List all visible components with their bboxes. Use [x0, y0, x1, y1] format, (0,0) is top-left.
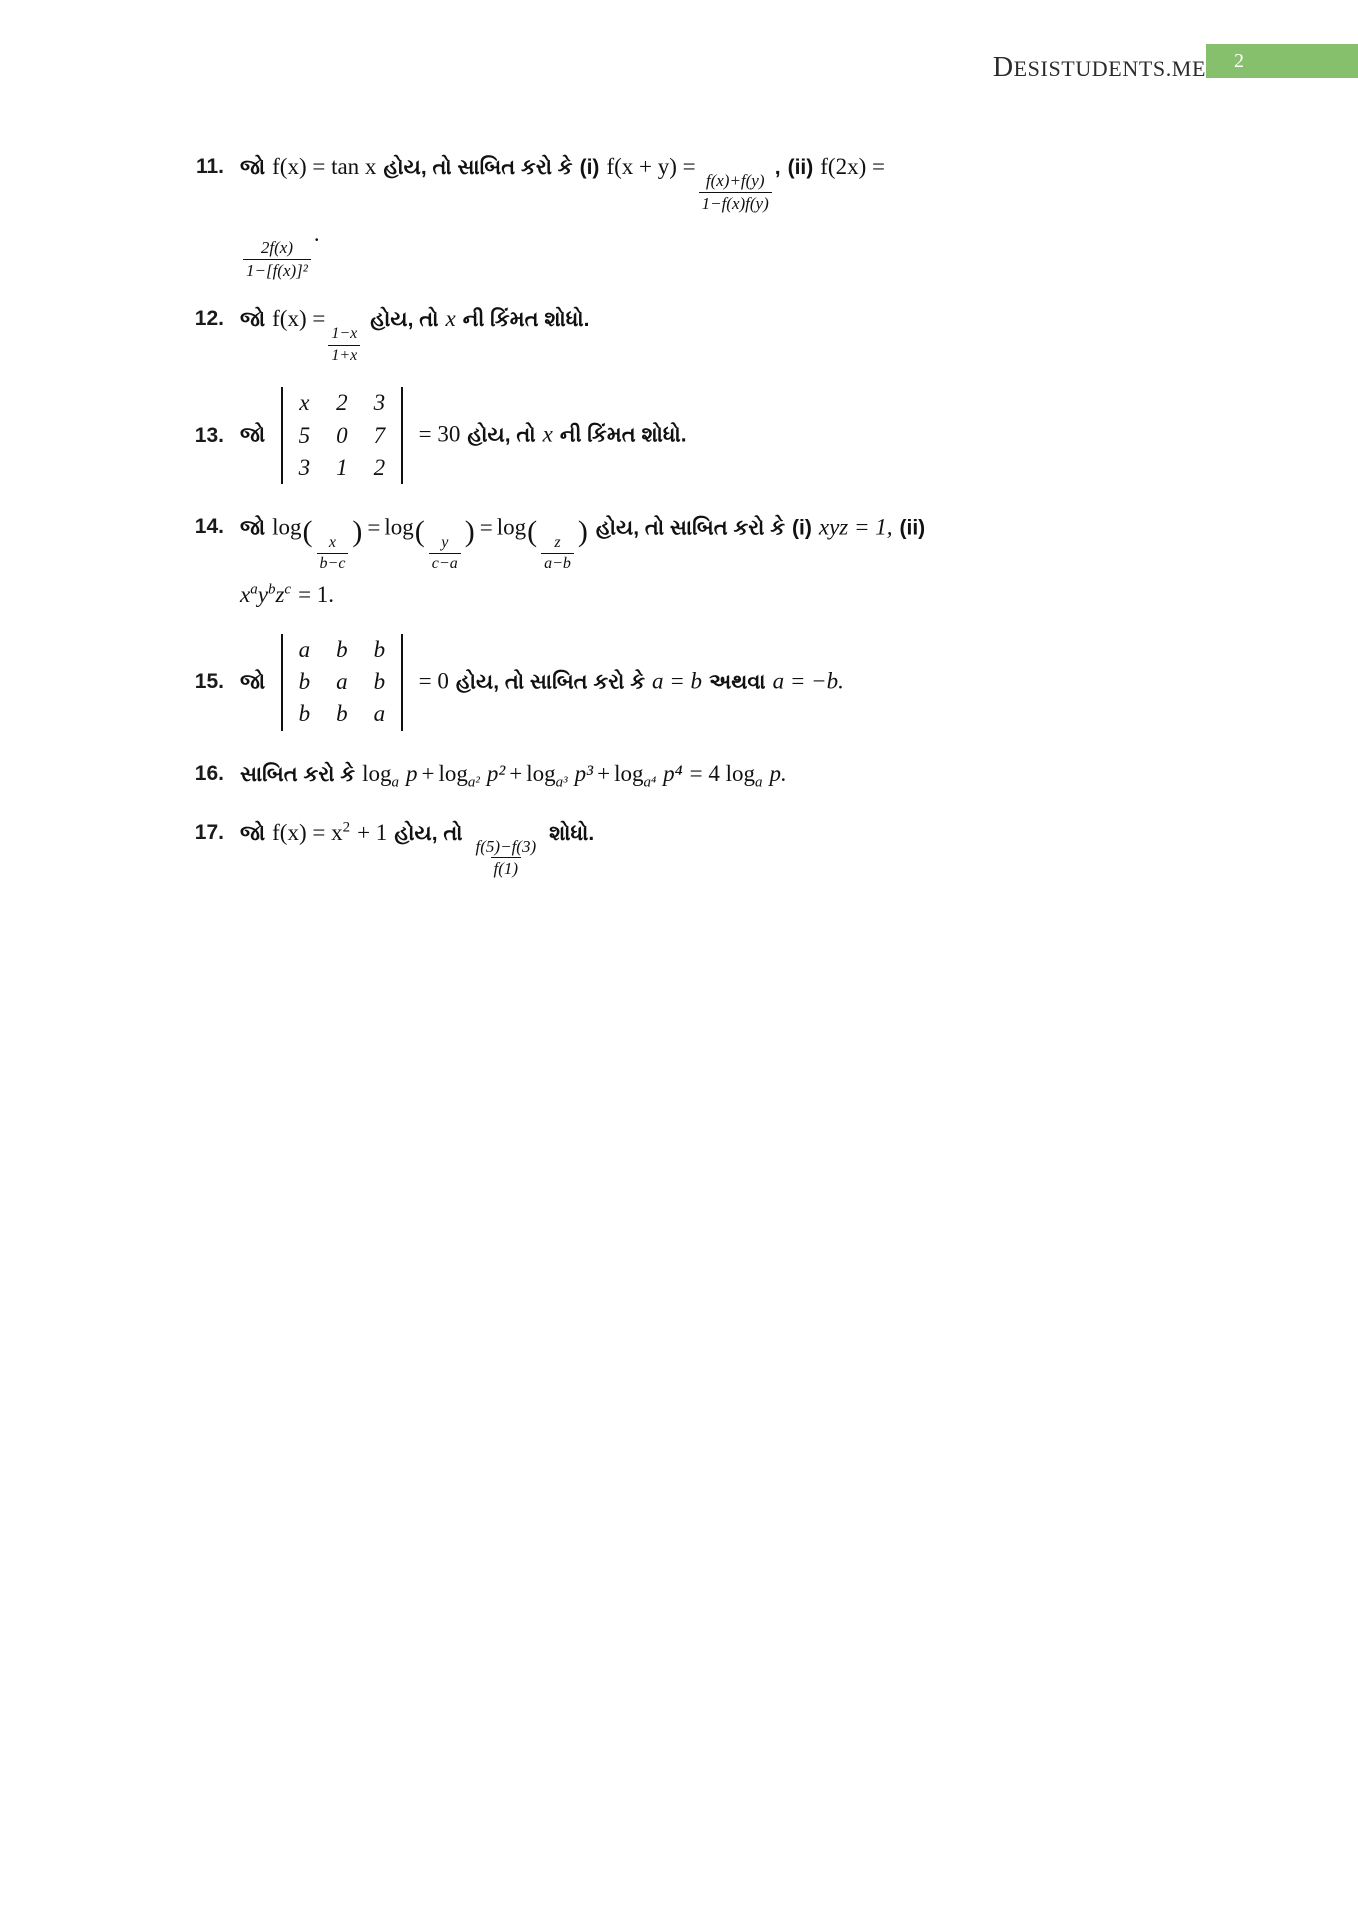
- then-label: હોય, તો: [370, 308, 439, 332]
- log-1: log: [272, 514, 302, 540]
- determinant-bar-right: [401, 387, 403, 484]
- log-term-3: log: [526, 760, 556, 786]
- function-tail: + 1: [357, 819, 388, 845]
- item-number: 17.: [194, 820, 224, 844]
- then-label: હોય, તો: [394, 821, 463, 845]
- matrix-cell: 3: [298, 454, 311, 480]
- function-fraction: [328, 325, 360, 365]
- result-2-equals: = 1.: [298, 581, 335, 607]
- find-label: ની કિંમત શોધો.: [462, 308, 590, 332]
- if-label: જો: [240, 156, 266, 179]
- brand-rest: ESISTUDENTS.ME: [1013, 56, 1206, 81]
- fraction-denominator: 1+x: [328, 345, 360, 365]
- part-label-i: (i): [579, 156, 600, 179]
- function-def: f(x) =: [272, 306, 326, 332]
- list-item: [172, 510, 1192, 611]
- log-2-fraction: [429, 534, 461, 574]
- function-exponent: 2: [342, 819, 351, 836]
- log-term-2-arg: p²: [486, 760, 506, 786]
- item-number: 11.: [195, 155, 224, 178]
- fraction-denominator: b−c: [317, 553, 349, 573]
- table-row: [286, 387, 399, 419]
- or-label: અથવા: [709, 670, 766, 694]
- determinant-matrix: [286, 634, 399, 731]
- list-item: [172, 634, 1192, 731]
- item-second-line: [240, 578, 1192, 612]
- find-label: શોધો.: [549, 821, 595, 845]
- determinant: [278, 387, 406, 484]
- fraction-denominator: 1−f(x)f(y): [699, 192, 772, 214]
- fraction-numerator: f(5)−f(3): [475, 836, 537, 856]
- matrix-cell: b: [336, 636, 348, 662]
- fraction-numerator: z: [554, 533, 561, 551]
- equation-2-lhs: f(2x) =: [820, 154, 885, 179]
- target-fraction: [473, 837, 540, 879]
- log-1-fraction: [317, 534, 349, 574]
- result-2-x: x: [240, 581, 251, 607]
- result-1: xyz = 1,: [818, 514, 893, 540]
- list-item: [172, 757, 1192, 794]
- prove-label: સાબિત કરો કે: [240, 762, 356, 786]
- table-row: [286, 698, 399, 730]
- equation-1-fraction: [699, 171, 772, 213]
- item-body: [234, 816, 1192, 879]
- item-body: જો log( $\frac{x}{b-c}$ ) = log( $\frac{y}{c-a}$ ) = log( $\frac{z}{a-b}$ ) હોય, તો સાબિત કરો કે (i) xyz = 1, (ii) $x^ay^bz^c = 1$.: [234, 510, 1192, 611]
- if-label: જો: [240, 821, 266, 845]
- matrix-cell: 2: [336, 390, 348, 416]
- matrix-cell: 2: [373, 454, 386, 480]
- log-term-4: log: [614, 760, 644, 786]
- item-number: 15.: [194, 669, 224, 693]
- item-body: જો f(x) = tan x હોય, તો સાબિત કરો કે (i) f(x + y) = $\frac{f(x)+f(y)}{1-f(x)f(y)}$ , (ii) f(2x) = $\frac{2f(x)}{\text{1−[f(x)]²}}$ .: [234, 150, 1192, 280]
- log-2: log: [384, 514, 414, 540]
- equation-rhs-arg: p.: [769, 760, 787, 786]
- then-label: હોય, તો સાબિત કરો કે: [455, 670, 646, 694]
- determinant: [278, 634, 406, 731]
- variable: x: [542, 421, 553, 447]
- item-number: 16.: [194, 761, 224, 785]
- determinant-bar-right: [401, 634, 403, 731]
- table-row: [286, 666, 399, 698]
- matrix-cell: x: [299, 390, 310, 416]
- equation-1-lhs: f(x + y) =: [606, 154, 696, 179]
- fraction-numerator: f(x)+f(y): [705, 171, 765, 191]
- log-3-fraction: [541, 534, 574, 574]
- log-term-4-arg: p⁴: [663, 760, 683, 786]
- part-label-ii: (ii): [899, 516, 926, 540]
- item-body: [234, 634, 1192, 731]
- matrix-cell: 0: [336, 422, 348, 448]
- matrix-cell: a: [373, 701, 386, 727]
- result-2: a = −b.: [772, 668, 844, 694]
- fraction-numerator: 1−x: [331, 325, 358, 343]
- matrix-cell: b: [373, 668, 386, 694]
- find-label: ની કિંમત શોધો.: [559, 423, 687, 447]
- list-item: [172, 816, 1192, 879]
- item-number: 14.: [194, 515, 224, 539]
- item-number: 13.: [194, 423, 224, 447]
- matrix-cell: b: [298, 668, 311, 694]
- result-2-y: y: [257, 581, 268, 607]
- determinant-equals: = 0: [418, 668, 449, 694]
- part-label-ii: (ii): [787, 156, 814, 179]
- if-label: જો: [240, 308, 266, 332]
- determinant-matrix: [286, 387, 399, 484]
- result-2-y-exp: b: [267, 581, 276, 598]
- then-label: હોય, તો સાબિત કરો કે: [595, 516, 786, 540]
- function-def: f(x) = x: [272, 819, 343, 845]
- log-term-2-base: a²: [467, 773, 480, 790]
- determinant-bar-left: [281, 387, 283, 484]
- log-term-1-base: a: [391, 773, 400, 790]
- fraction-denominator: f(1): [491, 857, 522, 879]
- site-brand: [993, 52, 1206, 84]
- log-term-1: log: [362, 760, 392, 786]
- log-3: log: [496, 514, 527, 540]
- log-term-3-base: a³: [555, 773, 568, 790]
- list-item: [172, 302, 1192, 365]
- if-label: જો: [240, 423, 266, 447]
- log-term-4-base: a⁴: [643, 773, 657, 790]
- log-term-1-arg: p: [406, 760, 418, 786]
- if-label: જો: [240, 670, 266, 694]
- equation-rhs: = 4 log: [689, 760, 756, 786]
- item-number: 12.: [194, 307, 224, 331]
- if-label: જો: [240, 516, 266, 540]
- equation-2-fraction: [243, 238, 311, 280]
- fraction-numerator: y: [441, 533, 449, 551]
- exercise-list: [172, 150, 1192, 901]
- page-header: [0, 52, 1358, 86]
- part-label-i: (i): [792, 516, 812, 540]
- result-1: a = b: [652, 668, 703, 694]
- page-number: 2: [1234, 50, 1244, 72]
- matrix-cell: b: [336, 701, 348, 727]
- matrix-cell: 7: [373, 422, 386, 448]
- table-row: [286, 634, 399, 666]
- item-body: સાબિત કરો કે $\log_a p + \log_{a^2} p^2 + \log_{a^3} p^3 + \log_{a^4} p^4 = 4$ $\log_a p$.: [240, 760, 787, 790]
- matrix-cell: a: [336, 668, 348, 694]
- brand-initial: D: [992, 52, 1014, 83]
- determinant-equals: = 30: [418, 421, 461, 447]
- result-2-x-exp: a: [250, 581, 258, 598]
- result-2-z: z: [275, 581, 285, 607]
- list-item: [172, 387, 1192, 484]
- matrix-cell: b: [298, 701, 311, 727]
- then-label: હોય, તો સાબિત કરો કે: [383, 156, 573, 179]
- result-2-z-exp: c: [284, 581, 292, 598]
- matrix-cell: a: [298, 636, 311, 662]
- item-body: [234, 387, 1192, 484]
- matrix-cell: 3: [373, 390, 386, 416]
- fraction-denominator: a−b: [541, 553, 574, 573]
- table-row: [286, 452, 399, 484]
- item-second-line: $\frac{2f(x)}{\text{1−[f(x)]²}}$ .: [240, 217, 1192, 280]
- item-body: [234, 302, 1192, 365]
- log-term-3-arg: p³: [574, 760, 594, 786]
- matrix-cell: 1: [336, 454, 348, 480]
- equation-rhs-base: a: [755, 773, 763, 790]
- fraction-denominator: c−a: [429, 553, 461, 573]
- then-label: હોય, તો: [467, 423, 536, 447]
- variable: x: [445, 306, 456, 332]
- matrix-cell: 5: [298, 422, 311, 448]
- matrix-cell: b: [373, 636, 386, 662]
- fraction-numerator: x: [328, 533, 337, 551]
- function-def: f(x) = tan x: [272, 154, 377, 179]
- table-row: [286, 420, 399, 452]
- log-term-2: log: [438, 760, 468, 786]
- page-number-badge: [1206, 44, 1358, 78]
- fraction-denominator: 1−[f(x)]²: [243, 259, 311, 281]
- list-item: [172, 150, 1192, 280]
- determinant-bar-left: [281, 634, 283, 731]
- fraction-numerator: 2f(x): [260, 238, 293, 258]
